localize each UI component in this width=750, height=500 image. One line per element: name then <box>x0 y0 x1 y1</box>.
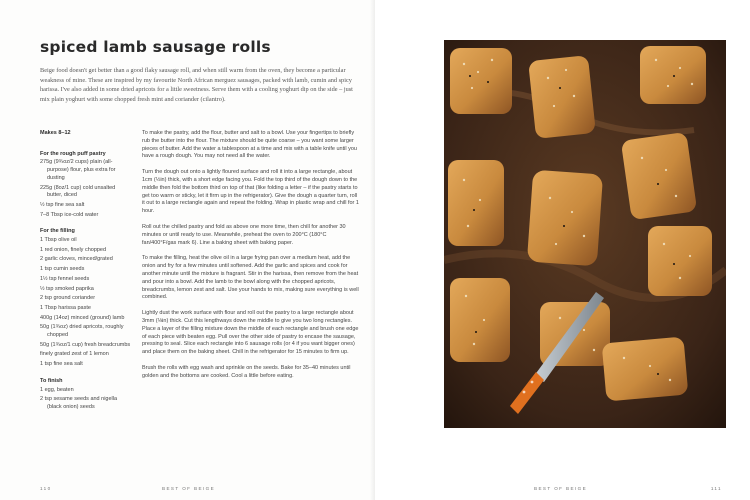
ingredient-item: 1 tsp fine sea salt <box>40 361 83 368</box>
ingredient-group-heading-pastry: For the rough puff pastry <box>40 150 106 157</box>
knife-rivet <box>523 391 526 394</box>
ingredient-item: ½ tsp fine sea salt <box>40 201 85 208</box>
ingredient-item: 1 Tbsp harissa paste <box>40 304 91 311</box>
sausage-rolls-photo <box>444 40 726 428</box>
ingredient-list-pastry <box>40 159 132 219</box>
ingredient-item: 50g (1¾oz/1 cup) fresh breadcrumbs <box>40 341 131 348</box>
sausage-roll <box>448 160 504 246</box>
ingredient-item: 1 red onion, finely chopped <box>40 246 107 253</box>
sausage-roll <box>527 170 603 267</box>
method-step: Lightly dust the work surface with flour and roll out the pastry to a large rectangle about 3mm (⅛in) thick. Cut this lengthways down the middle to give you two long rectangles. Place a layer of the filling mixture down the middle of each rectangle and brush one edge of each piece with beaten egg. Pull over the other side of pastry to encase the sausage, pressing to seal. Slice each rectangle into 6 sausage rolls (or 4 if you want bigger ones) and place them on the baking sheet. Chill in the refrigerator for 15 minutes to firm up. <box>142 310 359 356</box>
page-number-left: 110 <box>40 486 52 491</box>
method-step: To make the filling, heat the olive oil in a large frying pan over a medium heat, add the onion and fry for a few minutes until softened. Add the garlic and spices and cook for another minute until the mixture is fragrant. Stir in the harissa, then remove from the heat and pour into a bowl. Add the lamb to the bowl along with the chopped apricots, breadcrumbs, lemon zest and salt. Use your hands to mix, making sure everything is well combined. <box>142 255 359 301</box>
sausage-roll <box>602 337 689 402</box>
sausage-roll <box>450 48 512 114</box>
ingredient-item: 225g (8oz/1 cup) cold unsalted butter, diced <box>40 184 116 199</box>
ingredient-item: 400g (14oz) minced (ground) lamb <box>40 314 125 321</box>
sausage-roll <box>648 226 712 296</box>
page-number-right: 111 <box>710 486 722 491</box>
ingredient-group-heading-finish: To finish <box>40 377 63 384</box>
ingredient-item: finely grated zest of 1 lemon <box>40 351 109 358</box>
ingredient-group-heading-filling: For the filling <box>40 228 75 235</box>
method-step: To make the pastry, add the flour, butter and salt to a bowl. Use your fingertips to briefly rub the butter into the flour. The mixture should be quite coarse – you want some larger pieces of butter. Add the water a tablespoon at a time and mix with a table knife until you have a rough dough. You may not need all the water. <box>142 130 357 160</box>
recipe-intro: Beige food doesn't get better than a good flaky sausage roll, and when still warm from the oven, they become a particular weakness of mine. These are inspired by my favourite North African merguez sausages, packed with lamb, cumin and spicy harissa. I've also added in some dried apricots for a little sweetness. Serve them with a cooling yoghurt dip on the side – just mix plain yoghurt with some chopped fresh mint and coriander (cilantro). <box>40 67 353 103</box>
ingredient-item: 2 tsp ground coriander <box>40 295 96 302</box>
ingredient-item: 7–8 Tbsp ice-cold water <box>40 211 99 218</box>
sausage-roll <box>621 132 697 220</box>
photo-illustration <box>444 40 726 428</box>
knife-rivet <box>531 381 534 384</box>
method-column <box>142 130 360 389</box>
ingredient-item: 1 egg, beaten <box>40 386 74 393</box>
sausage-roll <box>640 46 706 104</box>
ingredient-item: 275g (9¾oz/2 cups) plain (all-purpose) flour, plus extra for dusting <box>40 159 116 181</box>
sausage-roll <box>450 278 510 362</box>
running-title-left: BEST OF BEIGE <box>162 486 216 491</box>
recipe-title: spiced lamb sausage rolls <box>40 38 271 56</box>
ingredients-column <box>40 130 132 421</box>
ingredient-item: 50g (1¾oz) dried apricots, roughly chopped <box>40 324 124 339</box>
method-step: Turn the dough out onto a lightly floured surface and roll it into a large rectangle, about 1cm (½in) thick, with a short edge facing you. Fold the top third of the dough down to the middle then fold the bottom third on top of that (like folding a letter – if the pastry starts to get too warm or sticky, let it firm up in the refrigerator). Give the dough a quarter turn, roll it out to a large rectangle again and repeat the folding. Wrap in plastic wrap and chill for 1 hour. <box>142 169 359 215</box>
ingredient-item: 1 tsp cumin seeds <box>40 266 85 273</box>
ingredient-list-finish <box>40 387 132 412</box>
ingredient-item: 1½ tsp fennel seeds <box>40 275 90 282</box>
ingredient-item: 1 Tbsp olive oil <box>40 237 77 244</box>
running-title-right: BEST OF BEIGE <box>534 486 588 491</box>
ingredient-item: 2 tsp sesame seeds and nigella (black onion) seeds <box>40 396 118 410</box>
ingredient-item: ½ tsp smoked paprika <box>40 285 94 292</box>
yield-label: Makes 8–12 <box>40 130 71 136</box>
ingredient-list-filling <box>40 237 132 369</box>
method-step: Roll out the chilled pastry and fold as above one more time, then chill for another 30 minutes or until ready to use. Meanwhile, preheat the oven to 200°C (180°C fan/400°F/gas mark 6). Line a baking sheet with baking paper. <box>142 223 346 246</box>
sausage-roll <box>528 55 596 139</box>
ingredient-item: 2 garlic cloves, minced/grated <box>40 256 113 263</box>
method-step: Brush the rolls with egg wash and sprinkle on the seeds. Bake for 35–40 minutes until golden and the bottoms are cooked. Cool a little before eating. <box>142 364 351 379</box>
